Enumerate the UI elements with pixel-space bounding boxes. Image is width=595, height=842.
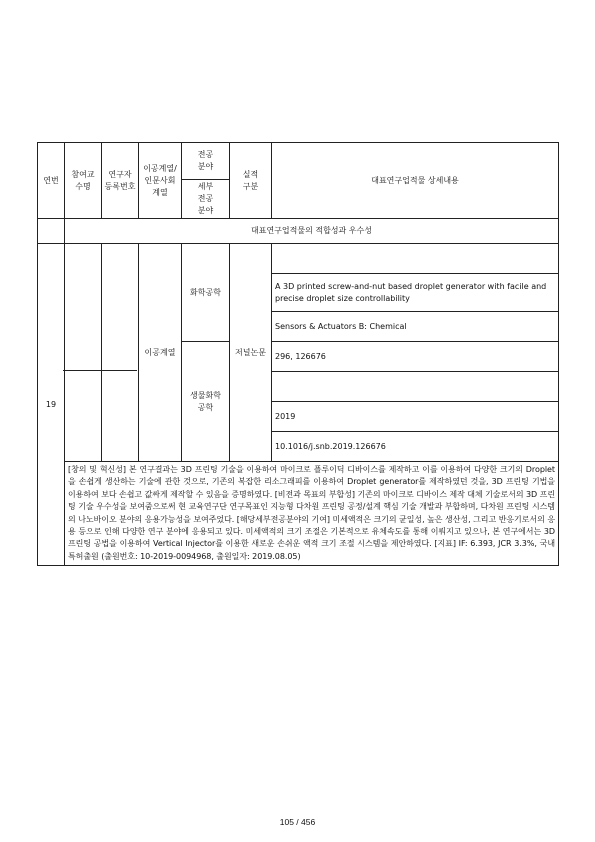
header-researcher-id: 연구자 등록번호: [102, 143, 139, 219]
header-participant: 참여교 수명: [65, 143, 102, 219]
achievement-table: [37, 142, 559, 566]
detail-volume: 296, 126676: [272, 342, 559, 372]
header-field-series: 이공계열/ 인문사회 계열: [139, 143, 182, 219]
record-output: 저널논문: [230, 244, 272, 462]
empty-cell: [38, 219, 65, 244]
detail-year: 2019: [272, 402, 559, 432]
detail-doi: 10.1016/j.snb.2019.126676: [272, 432, 559, 462]
page-number: 105 / 456: [279, 817, 316, 827]
detail-journal: Sensors & Actuators B: Chemical: [272, 312, 559, 342]
record-series: 이공계열: [139, 244, 182, 462]
merge-divider: [63, 370, 137, 371]
record-major-1: 화학공학: [182, 244, 230, 342]
record-number: 19: [38, 244, 65, 566]
detail-row: [272, 372, 559, 402]
record-major-2: 생물화학 공학: [182, 342, 230, 462]
detail-row: [272, 244, 559, 274]
header-output-type: 실적 구분: [230, 143, 272, 219]
participant-cell: [65, 244, 102, 462]
header-year-no: 연번: [38, 143, 65, 219]
header-suitability: 대표연구업적물의 적합성과 우수성: [65, 219, 559, 244]
header-details-title: 대표연구업적물 상세내용: [272, 143, 559, 219]
researcher-id-cell: [102, 244, 139, 462]
header-major-field: 전공 분야: [182, 143, 230, 180]
detail-title: A 3D printed screw-and-nut based droplet generator with facile and precise droplet size controllability: [272, 274, 559, 312]
record-narrative: [창의 및 혁신성] 본 연구결과는 3D 프린팅 기술을 이용하여 마이크로 플루이딕 디바이스를 제작하고 이를 이용하여 다양한 크기의 Droplet을 손쉽게 생산하는 기술에 관한 것으로, 기존의 복잡한 리소그래피를 이용하여 Droplet generator를 제작하였던 것을, 3D 프린팅 기법을 이용하여 보다 손쉽고 값싸게 제작할 수 있음을 증명하였다. [비전과 목표의 부합성] 기존의 마이크로 디바이스 제작 대체 기술로서의 3D 프린팅 기술 우수성을 보여줌으로써 현 교육연구단 연구목표인 지능형 다차원 프린팅 공정/설계 핵심 기술 개발과 부합하며, 다차원 프린팅 시스템의 나노바이오 분야의 응용가능성을 보여주었다. [해당세부전공분야의 기여] 미세액적은 크기의 균일성, 높은 생산성, 그리고 반응기로서의 응용 등으로 인해 다양한 연구 분야에 응용되고 있다. 미세액적의 크기 조절은 기본적으로 유체속도를 통해 이뤄지고 있으나, 본 연구에서는 3D 프린팅 공법을 이용하여 Vertical Injector를 이용한 새로운 손쉬운 액적 크기 조절 시스템을 제안하였다. [지표] IF: 6.393, JCR 3.3%, 국내특허출원 (출원번호: 10-2019-0094968, 출원일자: 2019.08.05): [65, 462, 559, 566]
header-detailed-field: 세부 전공 분야: [182, 180, 230, 219]
